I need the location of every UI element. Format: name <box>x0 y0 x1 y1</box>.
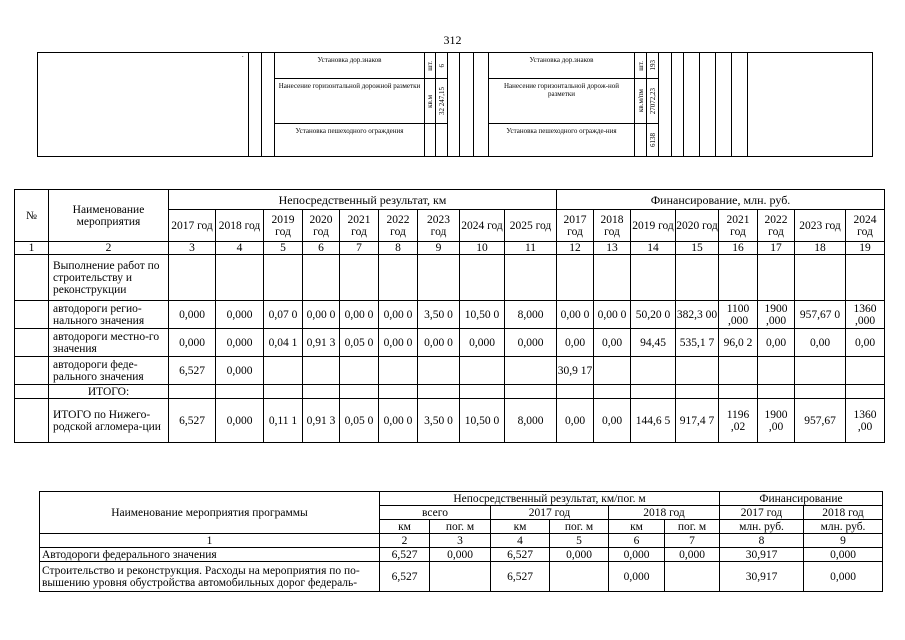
year-header: 2024 год <box>460 210 505 242</box>
data-cell: 535,1 7 <box>676 329 719 357</box>
fragment-blank-cell <box>448 53 460 157</box>
data-cell <box>795 357 846 385</box>
data-cell <box>505 357 557 385</box>
year-header: 2025 год <box>505 210 557 242</box>
data-cell: 0,05 0 <box>340 329 379 357</box>
header-numbers-row <box>15 242 885 255</box>
table-row <box>40 562 883 592</box>
fragment-value <box>436 124 448 157</box>
data-cell: 0,00 0 <box>340 301 379 329</box>
column-number: 19 <box>846 242 885 255</box>
data-cell: 0,00 <box>557 399 594 443</box>
data-cell: 0,000 <box>550 548 609 562</box>
fragment-blank-cell <box>684 53 700 157</box>
data-cell: 0,000 <box>804 562 883 592</box>
unit-header: пог. м <box>430 520 491 534</box>
table-row <box>40 548 883 562</box>
data-cell: 957,67 <box>795 399 846 443</box>
data-cell: 30,917 <box>720 548 804 562</box>
data-cell: 0,05 0 <box>340 399 379 443</box>
total-row <box>15 399 885 443</box>
unit-header: км <box>609 520 665 534</box>
fragment-unit <box>425 124 436 157</box>
bottom-sub-2018: 2018 год <box>609 506 720 520</box>
column-number: 3 <box>169 242 216 255</box>
data-cell: 917,4 7 <box>676 399 719 443</box>
header-event-name: Наименование мероприятия <box>49 190 169 242</box>
column-number: 8 <box>720 534 804 548</box>
data-cell: 10,50 0 <box>460 399 505 443</box>
bottom-header-financing: Финансирование <box>720 492 883 506</box>
data-cell <box>846 357 885 385</box>
column-number: 9 <box>418 242 460 255</box>
data-cell <box>303 357 340 385</box>
data-cell: 1900 ,000 <box>758 301 795 329</box>
data-cell: 30,917 <box>720 562 804 592</box>
data-cell <box>264 357 303 385</box>
fragment-blank-cell <box>748 53 873 157</box>
data-cell: 50,20 0 <box>631 301 676 329</box>
fragment-blank-cell <box>262 53 275 157</box>
row-number <box>15 329 49 357</box>
data-cell: 8,000 <box>505 399 557 443</box>
data-cell: 0,00 <box>795 329 846 357</box>
fragment-blank-cell <box>716 53 732 157</box>
column-number: 3 <box>430 534 491 548</box>
row-name: Строительство и реконструкция. Расходы на мероприятия по по-вышению уровня обустройства автомобильных дорог федераль- <box>40 562 380 592</box>
fragment-work-name: Нанесение горизонтальной дорож-ной разметки <box>489 79 635 124</box>
itogo-label: ИТОГО: <box>49 385 169 399</box>
data-cell: 0,000 <box>609 548 665 562</box>
data-cell: 1100 ,000 <box>719 301 758 329</box>
data-cell: 144,6 5 <box>631 399 676 443</box>
fragment-blank-cell <box>700 53 716 157</box>
year-header: 2020 год <box>676 210 719 242</box>
row-number <box>15 357 49 385</box>
fragment-blank-cell <box>249 53 262 157</box>
data-cell <box>758 357 795 385</box>
column-number: 5 <box>264 242 303 255</box>
fragment-value: 6138 <box>647 124 659 157</box>
column-number: 2 <box>380 534 430 548</box>
column-number: 11 <box>505 242 557 255</box>
row-number <box>15 399 49 443</box>
data-cell: 6,527 <box>380 548 430 562</box>
row-number <box>15 385 49 399</box>
fragment-blank-cell <box>659 53 672 157</box>
column-number: 1 <box>15 242 49 255</box>
row-number <box>15 255 49 301</box>
column-number: 13 <box>594 242 631 255</box>
data-cell: 0,11 1 <box>264 399 303 443</box>
data-cell: 0,000 <box>216 399 264 443</box>
column-number: 12 <box>557 242 594 255</box>
column-number: 4 <box>216 242 264 255</box>
row-name: ИТОГО по Нижего-родской агломера-ции <box>49 399 169 443</box>
data-cell <box>676 357 719 385</box>
data-cell: 0,00 0 <box>379 399 418 443</box>
fragment-blank-cell: · <box>38 53 249 157</box>
row-name: автодороги феде-рального значения <box>49 357 169 385</box>
bottom-header-name: Наименование мероприятия программы <box>40 492 380 534</box>
data-cell: 0,000 <box>505 329 557 357</box>
data-cell <box>340 357 379 385</box>
data-cell: 8,000 <box>505 301 557 329</box>
data-cell: 94,45 <box>631 329 676 357</box>
fragment-work-name: Установка дор.знаков <box>489 53 635 79</box>
fragment-value: 193 <box>647 53 659 79</box>
data-cell: 6,527 <box>169 399 216 443</box>
fragment-unit: шт. <box>635 53 647 79</box>
column-number: 6 <box>303 242 340 255</box>
column-number: 4 <box>491 534 550 548</box>
column-number: 17 <box>758 242 795 255</box>
fragment-blank-cell <box>732 53 748 157</box>
data-cell: 0,00 0 <box>303 301 340 329</box>
data-cell: 957,67 0 <box>795 301 846 329</box>
data-cell: 1196 ,02 <box>719 399 758 443</box>
data-cell: 3,50 0 <box>418 301 460 329</box>
year-header: 2023 год <box>418 210 460 242</box>
data-cell: 0,00 <box>846 329 885 357</box>
column-number: 7 <box>665 534 720 548</box>
column-number: 18 <box>795 242 846 255</box>
header-direct-result: Непосредственный результат, км <box>169 190 557 210</box>
data-cell: 0,000 <box>216 301 264 329</box>
bottom-fin-2018: 2018 год <box>804 506 883 520</box>
data-cell: 0,000 <box>804 548 883 562</box>
data-cell: 6,527 <box>169 357 216 385</box>
fragment-unit: кв.м <box>425 79 436 124</box>
data-cell: 0,91 3 <box>303 399 340 443</box>
row-number <box>15 301 49 329</box>
bottom-numbers-row <box>40 534 883 548</box>
data-cell: 0,000 <box>169 329 216 357</box>
table-row <box>15 357 885 385</box>
row-name: автодороги местно-го значения <box>49 329 169 357</box>
unit-header: км <box>380 520 430 534</box>
year-header: 2020 год <box>303 210 340 242</box>
data-cell: 6,527 <box>491 548 550 562</box>
unit-header: пог. м <box>665 520 720 534</box>
data-cell: 0,00 0 <box>418 329 460 357</box>
data-cell: 0,00 <box>758 329 795 357</box>
data-cell: 0,000 <box>216 357 264 385</box>
fragment-blank-cell <box>474 53 489 157</box>
data-cell: 0,000 <box>216 329 264 357</box>
data-cell: 10,50 0 <box>460 301 505 329</box>
fragment-work-name: Нанесение горизонтальной дорожной разметки <box>275 79 425 124</box>
year-header: 2018 год <box>594 210 631 242</box>
data-cell: 1900 ,00 <box>758 399 795 443</box>
data-cell <box>379 357 418 385</box>
data-cell <box>631 357 676 385</box>
table-row <box>15 329 885 357</box>
year-header: 2017 год <box>169 210 216 242</box>
data-cell <box>594 357 631 385</box>
data-cell: 0,00 <box>594 399 631 443</box>
column-number: 15 <box>676 242 719 255</box>
data-cell: 0,00 <box>594 329 631 357</box>
data-cell: 0,00 0 <box>379 329 418 357</box>
column-number: 1 <box>40 534 380 548</box>
row-name: автодороги регио-нального значения <box>49 301 169 329</box>
unit-header: млн. руб. <box>720 520 804 534</box>
data-cell: 6,527 <box>380 562 430 592</box>
data-cell <box>665 562 720 592</box>
year-header: 2022 год <box>758 210 795 242</box>
header-financing: Финансирование, млн. руб. <box>557 190 885 210</box>
fragment-unit: кв.м/пм <box>635 79 647 124</box>
year-header: 2023 год <box>795 210 846 242</box>
data-cell <box>550 562 609 592</box>
data-cell: 96,0 2 <box>719 329 758 357</box>
data-cell: 0,000 <box>609 562 665 592</box>
fragment-blank-cell <box>460 53 474 157</box>
column-number: 9 <box>804 534 883 548</box>
year-header: 2024 год <box>846 210 885 242</box>
data-cell: 0,000 <box>460 329 505 357</box>
column-number: 6 <box>609 534 665 548</box>
data-cell: 30,9 17 <box>557 357 594 385</box>
data-cell: 0,04 1 <box>264 329 303 357</box>
header-number: № <box>15 190 49 242</box>
bottom-header-result: Непосредственный результат, км/пог. м <box>380 492 720 506</box>
data-cell <box>418 357 460 385</box>
unit-header: км <box>491 520 550 534</box>
data-cell: 6,527 <box>491 562 550 592</box>
unit-header: пог. м <box>550 520 609 534</box>
column-number: 5 <box>550 534 609 548</box>
data-cell: 3,50 0 <box>418 399 460 443</box>
data-cell: 0,00 0 <box>379 301 418 329</box>
fragment-value: 32 247,15 <box>436 79 448 124</box>
bottom-sub-2017: 2017 год <box>491 506 609 520</box>
data-cell <box>719 357 758 385</box>
fragment-value: 6 <box>436 53 448 79</box>
bottom-fin-2017: 2017 год <box>720 506 804 520</box>
year-header: 2017 год <box>557 210 594 242</box>
table-row <box>15 301 885 329</box>
column-number: 14 <box>631 242 676 255</box>
fragment-unit: шт. <box>425 53 436 79</box>
data-cell <box>430 562 491 592</box>
year-header: 2018 год <box>216 210 264 242</box>
section-title: Выполнение работ по строительству и реконструкции <box>49 255 169 301</box>
column-number: 8 <box>379 242 418 255</box>
results-financing-table <box>14 189 885 443</box>
fragment-blank-cell <box>672 53 684 157</box>
data-cell: 0,91 3 <box>303 329 340 357</box>
data-cell: 0,00 0 <box>594 301 631 329</box>
data-cell: 1360 ,000 <box>846 301 885 329</box>
fragment-unit <box>635 124 647 157</box>
year-header: 2019 год <box>264 210 303 242</box>
column-number: 2 <box>49 242 169 255</box>
unit-header: млн. руб. <box>804 520 883 534</box>
column-number: 10 <box>460 242 505 255</box>
bottom-sub-all: всего <box>380 506 491 520</box>
federal-roads-table <box>39 491 883 592</box>
fragment-work-name: Установка дор.знаков <box>275 53 425 79</box>
year-header: 2019 год <box>631 210 676 242</box>
year-header: 2021 год <box>719 210 758 242</box>
fragment-value: 27072,23 <box>647 79 659 124</box>
data-cell: 0,000 <box>430 548 491 562</box>
data-cell: 1360 ,00 <box>846 399 885 443</box>
data-cell: 382,3 00 <box>676 301 719 329</box>
column-number: 16 <box>719 242 758 255</box>
fragment-work-name: Установка пешеходного огражде-ния <box>489 124 635 157</box>
data-cell: 0,000 <box>169 301 216 329</box>
column-number: 7 <box>340 242 379 255</box>
year-header: 2021 год <box>340 210 379 242</box>
works-fragment-table <box>37 52 873 157</box>
page-number: 312 <box>443 33 462 47</box>
data-cell: 0,00 0 <box>557 301 594 329</box>
data-cell: 0,07 0 <box>264 301 303 329</box>
data-cell: 0,00 <box>557 329 594 357</box>
data-cell: 0,000 <box>665 548 720 562</box>
year-header: 2022 год <box>379 210 418 242</box>
fragment-work-name: Установка пешеходного ограждения <box>275 124 425 157</box>
data-cell <box>460 357 505 385</box>
row-name: Автодороги федерального значения <box>40 548 380 562</box>
